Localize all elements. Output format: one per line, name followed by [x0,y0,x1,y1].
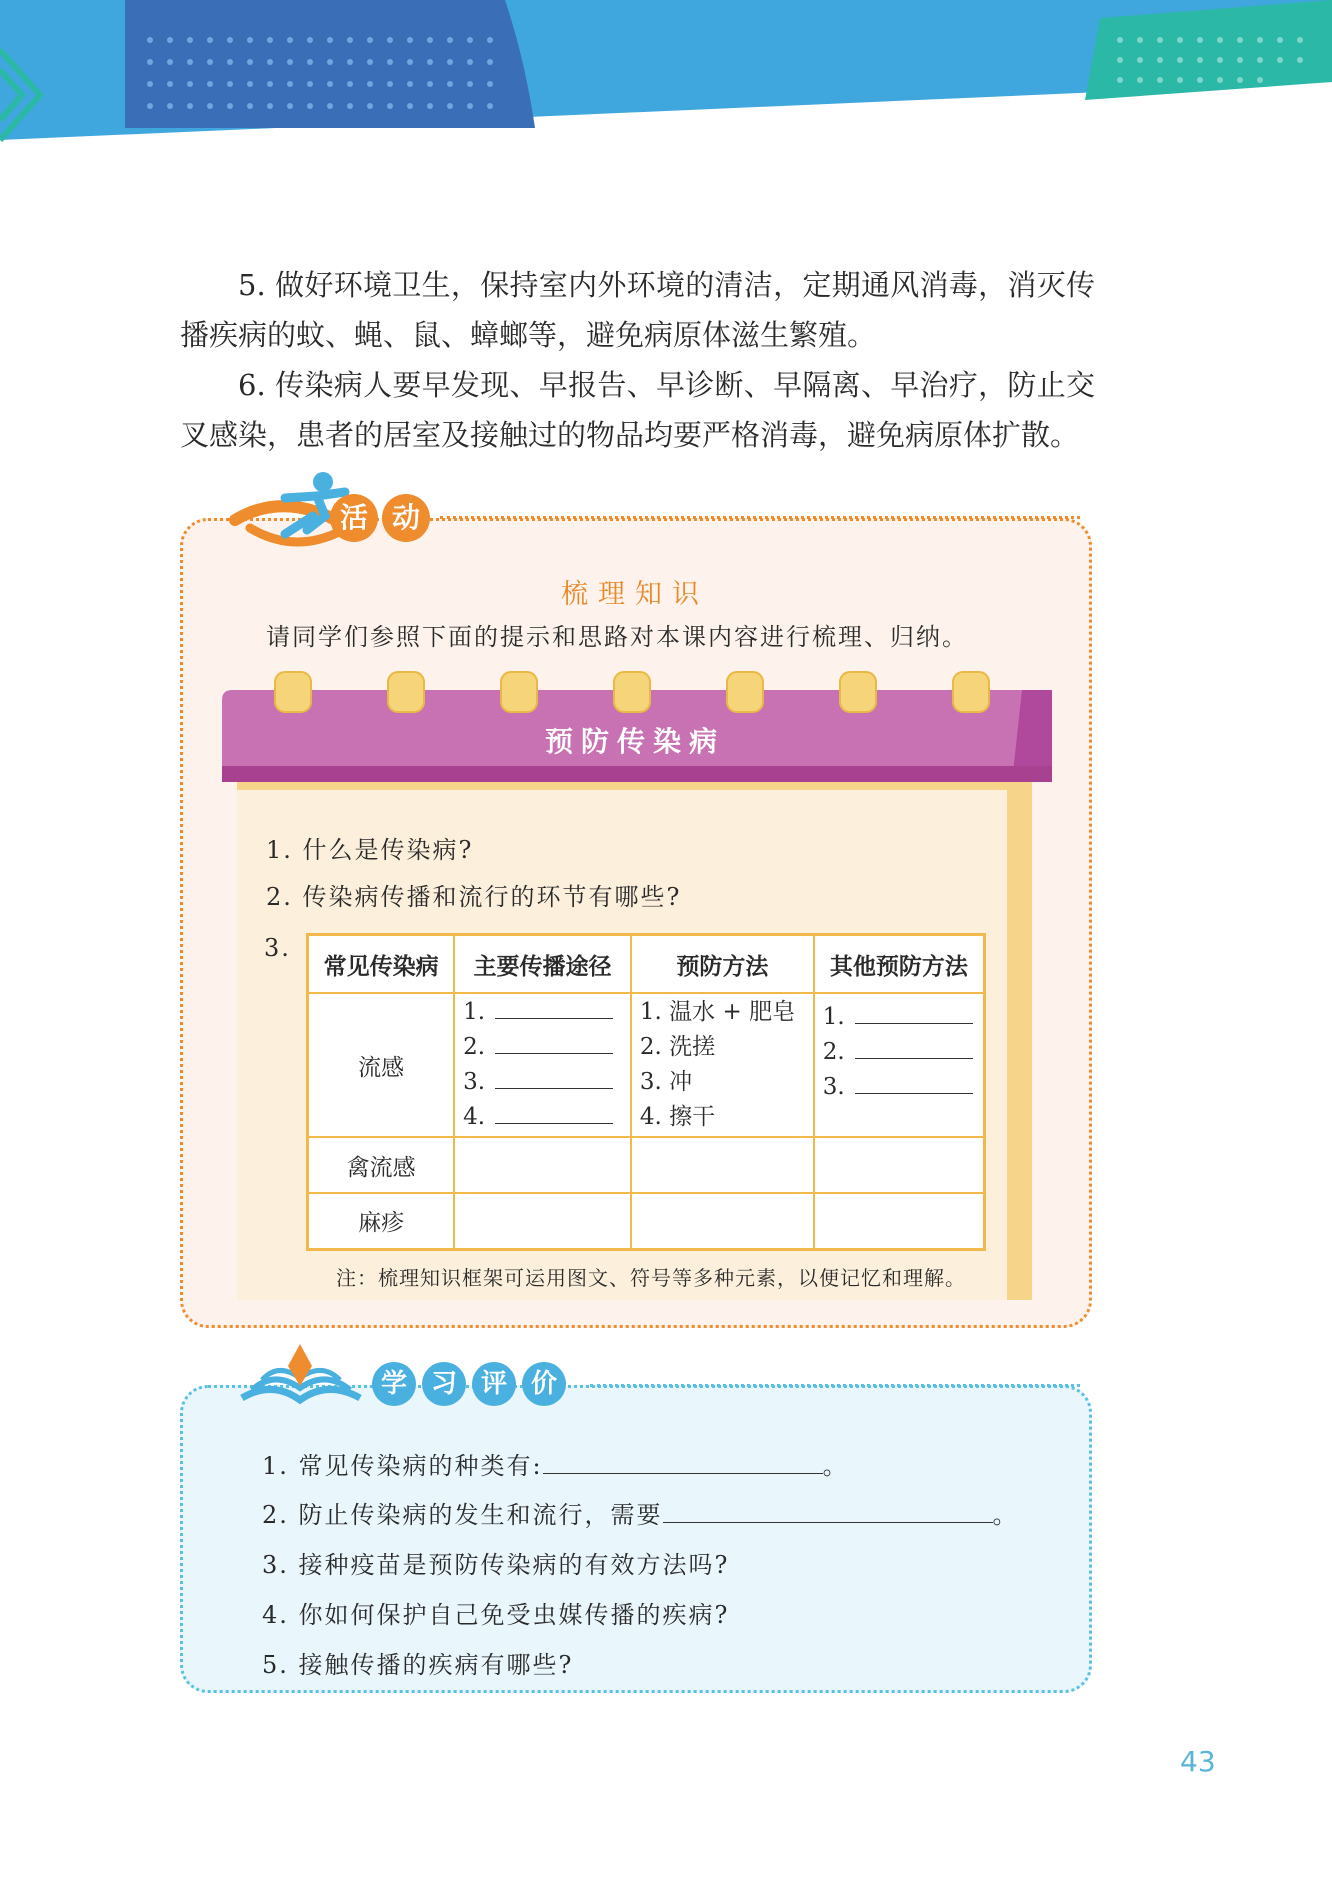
prevention-cell-bird-flu[interactable] [631,1137,814,1193]
binder-title: 预防传染病 [544,725,725,758]
route-num-2: 2. [463,1034,486,1060]
answer-blank-2[interactable] [663,1498,993,1523]
other-cell-bird-flu[interactable] [814,1137,985,1193]
evaluation-question-3: 3. 接种疫苗是预防传染病的有效方法吗? [262,1551,730,1579]
binder-rings [262,668,1002,718]
route-blank-4[interactable] [495,1103,613,1124]
row-name-measles: 麻疹 [308,1193,455,1249]
header-banner [0,0,1332,150]
prevention-step-1: 1. 温水 + 肥皂 [639,999,796,1025]
page-number: 43 [1180,1745,1216,1778]
prevention-cell-measles[interactable] [631,1193,814,1249]
header-disease: 常见传染病 [308,935,455,994]
section-intro: 请同学们参照下面的提示和思路对本课内容进行梳理、归纳。 [266,623,968,651]
row-name-bird-flu: 禽流感 [308,1137,455,1193]
evaluation-badge-char-2: 习 [422,1362,466,1406]
other-num-3: 3. [822,1074,845,1100]
prevention-step-3: 3. 冲 [639,1069,693,1095]
disease-table [306,933,986,1251]
activity-question-2: 2. 传染病传播和流行的环节有哪些? [266,883,682,911]
other-cell-measles[interactable] [814,1193,985,1249]
route-cell-measles[interactable] [454,1193,631,1249]
activity-badge-char-2: 动 [382,494,430,542]
paragraph-6-text: 6. 传染病人要早发现、早报告、早诊断、早隔离、早治疗，防止交叉感染，患者的居室及接触过的物品均要严格消毒，避免病原体扩散。 [180,368,1095,452]
section-title: 梳理知识 [561,579,709,610]
paragraph-5 [180,260,1095,360]
activity-note: 注：梳理知识框架可运用图文、符号等多种元素，以便记忆和理解。 [336,1266,966,1290]
route-cell-flu [454,993,631,1137]
evaluation-question-1 [262,1446,849,1481]
activity-question-3: 3. [264,934,291,962]
evaluation-badge-char-1: 学 [372,1362,416,1406]
paragraph-6 [180,360,1095,460]
open-book-pen-icon [238,1340,364,1410]
paragraph-5-text: 5. 做好环境卫生，保持室内外环境的清洁，定期通风消毒，消灭传播疾病的蚊、蝇、鼠、蟑螂等，避免病原体滋生繁殖。 [180,268,1095,352]
activity-header-rule [440,516,1080,519]
other-blank-3[interactable] [855,1073,973,1094]
answer-blank-1[interactable] [543,1449,823,1474]
route-blank-2[interactable] [495,1033,613,1054]
header-route: 主要传播途径 [454,935,631,994]
prevention-cell-flu [631,993,814,1137]
activity-badge-char-1: 活 [330,494,378,542]
evaluation-end-mark-1: 。 [822,1452,849,1480]
route-blank-3[interactable] [495,1068,613,1089]
prevention-step-2: 2. 洗搓 [639,1034,716,1060]
header-other-prevention: 其他预防方法 [814,935,985,994]
other-num-1: 1. [822,1004,845,1030]
evaluation-question-1-text: 1. 常见传染病的种类有: [262,1452,543,1480]
route-blank-1[interactable] [495,998,613,1019]
row-name-flu: 流感 [308,993,455,1137]
table-row-measles [308,1193,985,1249]
route-cell-bird-flu[interactable] [454,1137,631,1193]
evaluation-question-2-text: 2. 防止传染病的发生和流行，需要 [262,1501,663,1529]
evaluation-end-mark-2: 。 [992,1501,1019,1529]
other-num-2: 2. [822,1039,845,1065]
other-blank-1[interactable] [855,1003,973,1024]
table-row-bird-flu [308,1137,985,1193]
route-num-4: 4. [463,1104,486,1130]
evaluation-question-4: 4. 你如何保护自己免受虫媒传播的疾病? [262,1601,730,1629]
other-blank-2[interactable] [855,1038,973,1059]
evaluation-badge-char-3: 评 [472,1362,516,1406]
table-header-row [308,935,985,994]
evaluation-badge-char-4: 价 [522,1362,566,1406]
evaluation-header-rule [590,1384,1080,1387]
activity-question-1: 1. 什么是传染病? [266,836,474,864]
evaluation-question-5: 5. 接触传播的疾病有哪些? [262,1651,574,1679]
header-prevention: 预防方法 [631,935,814,994]
route-num-3: 3. [463,1069,486,1095]
other-cell-flu [814,993,985,1137]
evaluation-question-2 [262,1495,1019,1530]
table-row-flu [308,993,985,1137]
prevention-step-4: 4. 擦干 [639,1104,716,1130]
route-num-1: 1. [463,999,486,1025]
